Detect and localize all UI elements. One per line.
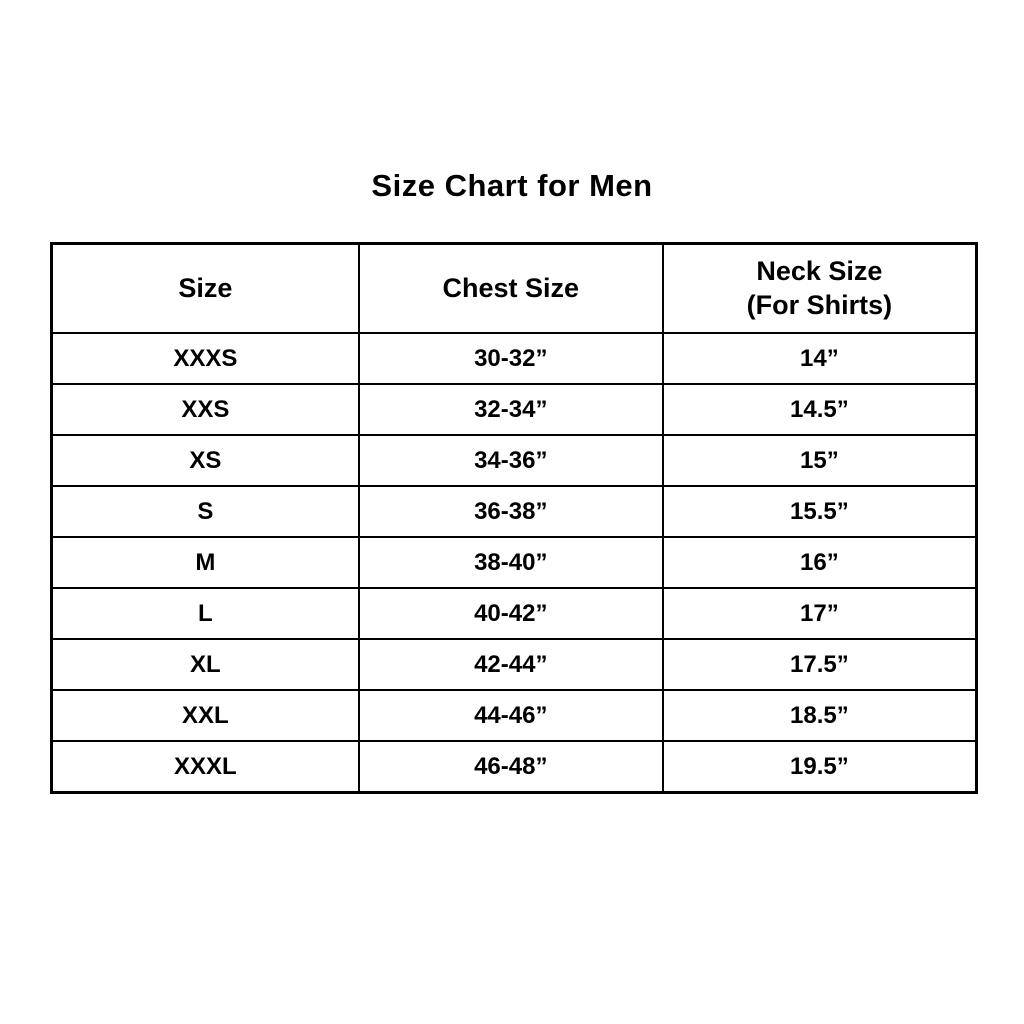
cell-neck-size: 18.5”	[663, 690, 977, 741]
cell-neck-size: 19.5”	[663, 741, 977, 793]
column-header-size-label: Size	[178, 272, 233, 303]
table-row	[52, 333, 977, 384]
cell-size: S	[52, 486, 359, 537]
cell-size: XXL	[52, 690, 359, 741]
column-header-size	[52, 244, 359, 334]
cell-neck-size: 14.5”	[663, 384, 977, 435]
column-header-chest-size	[359, 244, 663, 334]
cell-size: XS	[52, 435, 359, 486]
cell-chest-size: 36-38”	[359, 486, 663, 537]
table-row	[52, 486, 977, 537]
cell-chest-size: 40-42”	[359, 588, 663, 639]
cell-size: XXXL	[52, 741, 359, 793]
page-title: Size Chart for Men	[371, 168, 653, 203]
column-header-neck-size-subtitle: (For Shirts)	[746, 289, 893, 320]
cell-chest-size: 44-46”	[359, 690, 663, 741]
table-row	[52, 690, 977, 741]
cell-size: L	[52, 588, 359, 639]
header-row	[52, 244, 977, 334]
cell-neck-size: 17.5”	[663, 639, 977, 690]
column-header-neck-size	[663, 244, 977, 334]
cell-size: M	[52, 537, 359, 588]
cell-chest-size: 42-44”	[359, 639, 663, 690]
cell-neck-size: 15.5”	[663, 486, 977, 537]
cell-chest-size: 34-36”	[359, 435, 663, 486]
column-header-neck-size-label: Neck Size	[756, 255, 883, 286]
cell-chest-size: 30-32”	[359, 333, 663, 384]
cell-neck-size: 14”	[663, 333, 977, 384]
table-row	[52, 537, 977, 588]
cell-chest-size: 46-48”	[359, 741, 663, 793]
table-body	[52, 333, 977, 793]
cell-size: XXS	[52, 384, 359, 435]
table-row	[52, 741, 977, 793]
cell-neck-size: 16”	[663, 537, 977, 588]
cell-size: XL	[52, 639, 359, 690]
table-row	[52, 384, 977, 435]
cell-neck-size: 17”	[663, 588, 977, 639]
column-header-chest-size-label: Chest Size	[442, 272, 580, 303]
table-header	[52, 244, 977, 334]
table-row	[52, 588, 977, 639]
cell-neck-size: 15”	[663, 435, 977, 486]
table-row	[52, 435, 977, 486]
cell-chest-size: 32-34”	[359, 384, 663, 435]
cell-chest-size: 38-40”	[359, 537, 663, 588]
cell-size: XXXS	[52, 333, 359, 384]
table-row	[52, 639, 977, 690]
size-chart-table	[50, 242, 978, 794]
